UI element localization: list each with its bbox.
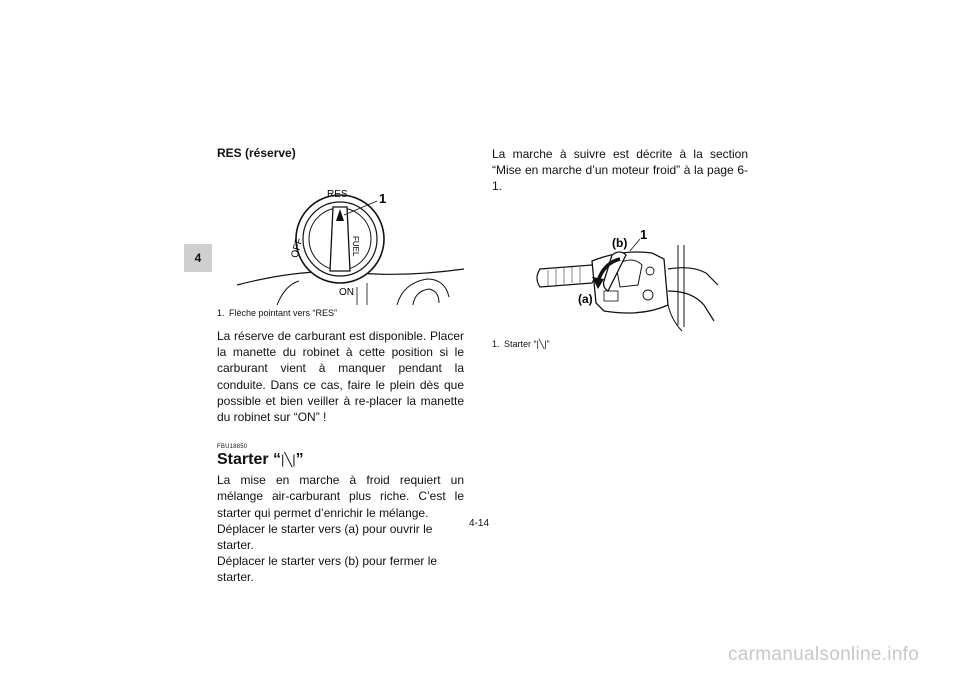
res-heading: RES (réserve) xyxy=(217,146,296,160)
callout-1: 1 xyxy=(379,191,387,206)
starter-paragraph-2: Déplacer le starter vers (a) pour ouvrir le starter. xyxy=(217,521,433,553)
res-label: RES xyxy=(327,189,348,200)
starter-paragraph-1: La mise en marche à froid requiert un mélange air-carburant plus riche. C’est le starter qui permet d’enrichir le mélange. xyxy=(217,473,464,520)
on-label: ON xyxy=(339,287,354,298)
starter-symbol-icon: |╲| xyxy=(281,452,296,468)
fuel-label: FUEL xyxy=(351,236,360,257)
label-a: (a) xyxy=(578,291,593,306)
starter-title: Starter “|╲|” xyxy=(217,451,304,469)
fuel-cock-illustration xyxy=(217,187,464,305)
callout-1-right: 1 xyxy=(640,226,648,242)
off-label: OFF xyxy=(289,236,306,260)
starter-paragraph-3: Déplacer le starter vers (b) pour fermer le starter. xyxy=(217,554,438,585)
fuel-caption: 1. Flèche pointant vers “RES” xyxy=(217,308,338,318)
starter-reference-paragraph: La marche à suivre est décrite à la section “Mise en marche d’un moteur froid” à la page 6-1. xyxy=(492,147,748,194)
chapter-tab: 4 xyxy=(184,244,212,272)
res-paragraph: La réserve de carburant est disponible. Placer la manette du robinet à cette position si le carburant vient à manquer pendant la conduite. Dans ce cas, faire le plein dès que possible et bien veiller à re-placer la manette du robinet sur “ON” ! xyxy=(217,329,464,425)
section-code: FBU18850 xyxy=(217,444,248,451)
starter-lever-illustration xyxy=(492,225,748,335)
right-column xyxy=(492,146,748,350)
watermark: carmanualsonline.info xyxy=(728,644,920,665)
left-column xyxy=(217,146,464,586)
starter-caption: 1. Starter “|╲|” xyxy=(492,338,550,349)
label-b: (b) xyxy=(612,235,628,250)
page-number: 4-14 xyxy=(469,518,490,529)
